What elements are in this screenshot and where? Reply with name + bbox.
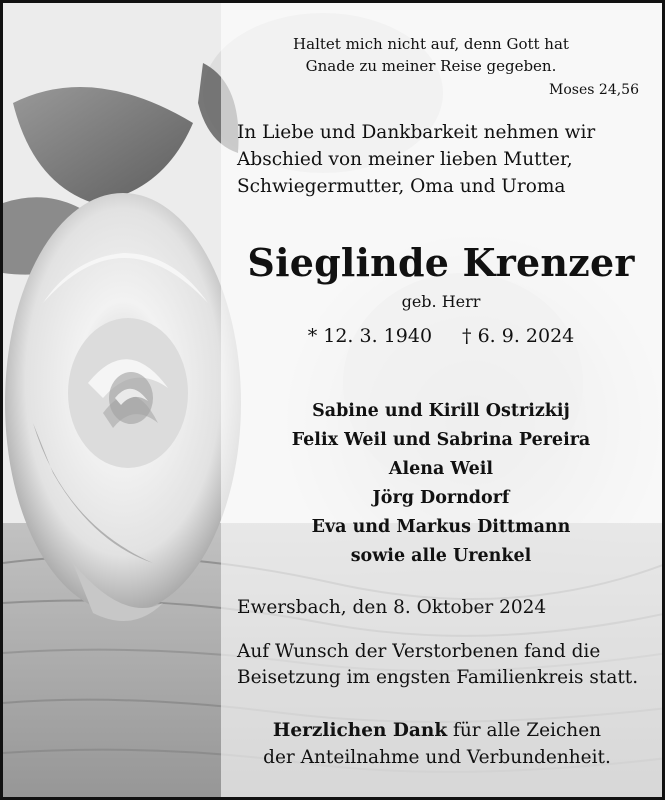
funeral-note — [237, 639, 638, 691]
funeral-note-line-2: Beisetzung im engsten Familienkreis statt. — [237, 667, 639, 688]
mourner-item: Eva und Markus Dittmann — [311, 517, 571, 537]
intro-line-3: Schwiegermutter, Oma und Uroma — [237, 176, 566, 197]
birth-name: geb. Herr — [401, 292, 481, 311]
place-and-date: Ewersbach, den 8. Oktober 2024 — [237, 597, 547, 618]
quote-line-2: Gnade zu meiner Reise gegeben. — [305, 57, 557, 75]
life-dates — [221, 325, 661, 347]
mourner-item: Felix Weil und Sabrina Pereira — [291, 430, 591, 450]
thanks-rest: für alle Zeichen — [447, 720, 602, 741]
thanks-note — [221, 717, 653, 771]
funeral-note-line-1: Auf Wunsch der Verstorbenen fand die — [237, 641, 601, 662]
mourner-item: Alena Weil — [388, 459, 494, 479]
birth-date: * 12. 3. 1940 — [307, 325, 433, 347]
quote-reference: Moses 24,56 — [549, 82, 639, 98]
bible-quote — [221, 33, 641, 77]
death-date: † 6. 9. 2024 — [462, 325, 575, 347]
intro-text — [237, 119, 595, 200]
deceased-name: Sieglinde Krenzer — [247, 240, 635, 285]
notice-content — [221, 3, 661, 800]
intro-line-2: Abschied von meiner lieben Mutter, — [237, 149, 573, 170]
mourners-list — [221, 397, 661, 571]
mourner-item: Sabine und Kirill Ostrizkij — [312, 401, 570, 421]
thanks-bold: Herzlichen Dank — [272, 720, 448, 741]
thanks-line-2: der Anteilnahme und Verbundenheit. — [263, 747, 611, 768]
quote-line-1: Haltet mich nicht auf, denn Gott hat — [293, 35, 569, 53]
mourner-item: sowie alle Urenkel — [350, 546, 532, 566]
mourner-item: Jörg Dorndorf — [372, 488, 510, 508]
thanks-line-1 — [221, 717, 653, 744]
intro-line-1: In Liebe und Dankbarkeit nehmen wir — [237, 122, 596, 143]
